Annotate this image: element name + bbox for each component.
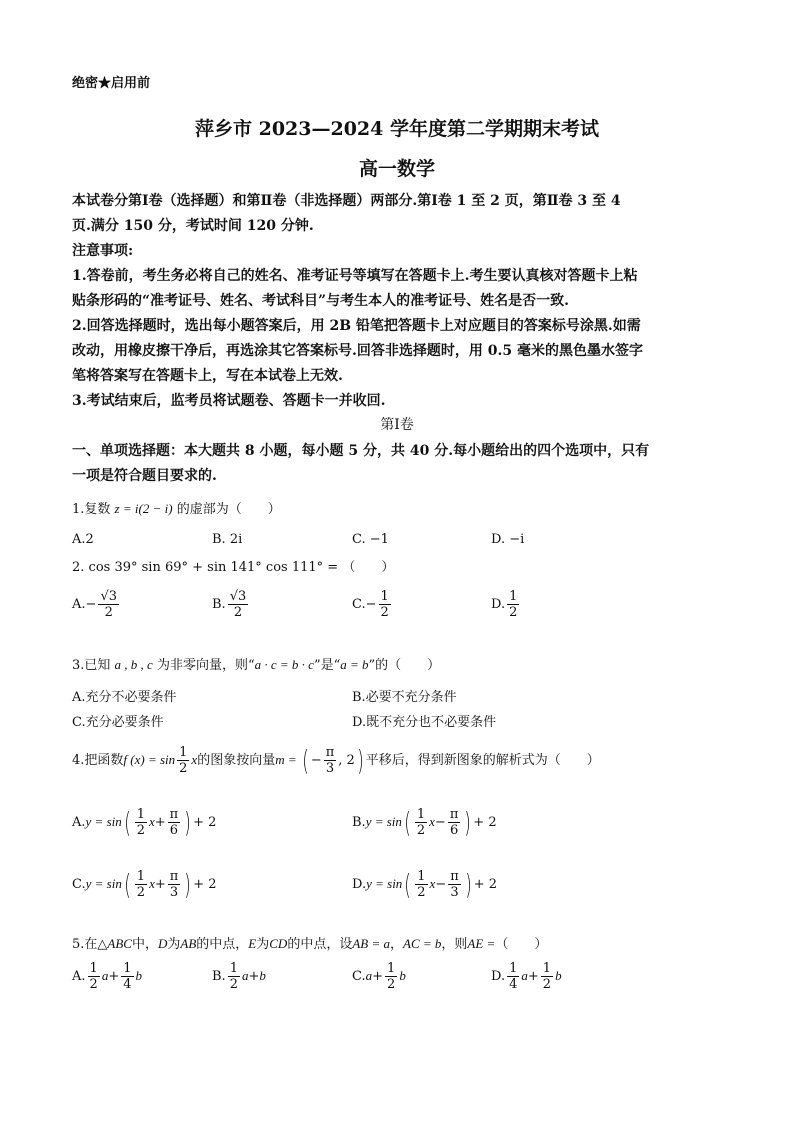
note-1b: 贴条形码的“准考证号、姓名、考试科目”与考生本人的准考证号、姓名是否一致. [72,293,569,309]
q4-vector: m = [275,752,300,767]
question-1 [72,498,281,517]
q3-text-c: ”是“ [313,658,341,673]
q5-t1: 中， [131,937,158,952]
note-2a: 2.回答选择题时，选出每小题答案后，用 2B 铅笔把答题卡上对应题目的答案标号涂黑.如需 [72,318,641,334]
q2-d-num: 1 [509,589,518,604]
q5-b-v1: a [241,968,249,983]
q3-text-d: ”的（ ） [368,658,441,673]
q2-b-label: B. [212,597,226,612]
q2-a-num: √3 [100,589,117,604]
q5-c-frac2 [385,962,397,991]
q5-d-n1: 1 [509,961,518,976]
q4-b-half-num: 1 [416,807,426,822]
q4-half-num: 1 [179,745,188,760]
q5-d-n2: 1 [542,961,552,976]
q4-a-pi [168,808,181,837]
q5-t7: （ ） [495,937,548,952]
q4-option-c [72,868,217,901]
q4-half-den: 2 [179,761,188,776]
q5-d-label: D. [491,969,506,984]
q5-t2: 为 [167,937,181,952]
q4-b-lparen: ( [404,806,411,839]
notes-heading: 注意事项: [72,243,134,259]
note-1a: 1.答卷前，考生务必将自己的姓名、准考证号等填写在答题卡上.考生要认真核对答题卡上粘 [72,268,638,284]
q4-vector-tail: , 2 [338,753,355,768]
q5-d-d1: 4 [509,977,518,992]
q4-b-half [415,808,427,837]
q3-option-b: B.必要不充分条件 [352,690,457,705]
section-heading-a: 一、单项选择题：本大题共 8 小题，每小题 5 分，共 40 分.每小题给出的四个选项中，只有 [72,443,650,459]
q4-a-half-num: 1 [136,807,145,822]
q5-t4: 为 [256,937,270,952]
part-one-title: 第Ⅰ卷 [380,417,414,433]
q5-b-frac1 [228,962,240,991]
q2-option-c [352,590,393,619]
q5-c-n2: 1 [387,961,396,976]
q5-a-v1: a [101,968,109,983]
q5-b-n1: 1 [229,961,238,976]
q4-d-half-den: 2 [417,885,426,900]
q4-pi-fraction [324,746,337,775]
q4-d-lparen: ( [404,868,412,901]
q3-option-c: C.充分必要条件 [72,715,164,730]
q5-c-label: C. [352,969,366,984]
q4-b-pi-num: π [449,807,459,822]
q5-vector-ae: AE = [467,936,496,951]
q4-d-tail: + 2 [473,877,497,892]
q3-condition-2: a = b [340,657,369,672]
q4-prefix: 4.把函数 [72,753,124,768]
q4-b-half-den: 2 [416,823,426,838]
q5-vector-ac: AC = b [403,936,442,951]
q2-c-fraction [379,590,391,619]
q5-a-n1: 1 [89,961,98,976]
q1-option-c: C. −1 [352,532,389,547]
q4-suffix: 平移后，得到新图象的解析式为（ ） [365,753,600,768]
q1-option-b: B. 2i [212,532,243,547]
q4-c-tail: + 2 [193,877,217,892]
q5-d-frac1 [507,962,519,991]
q5-option-b: B. $\frac{1}{2}$ a+b [212,961,266,992]
q4-a-half [135,808,147,837]
q2-c-num: 1 [380,589,389,604]
q5-option-c: C.a+ $\frac{1}{2}$ b [352,961,406,992]
q2-a-sign: − [85,597,97,612]
q1-expression: z = i(2 − i) [114,501,173,516]
q4-a-pi-num: π [169,807,179,822]
q5-segment-ab: AB [180,936,197,951]
q4-d-x: x [429,876,436,891]
q3-option-a: A.充分不必要条件 [72,690,177,705]
q1-option-d: D. −i [491,532,525,547]
q4-function: f (x) = sin [123,752,176,767]
q4-a-tail: + 2 [193,815,217,830]
q5-vector-ab: AB = a [352,936,390,951]
q4-half-fraction [177,746,189,775]
q4-c-half [135,870,147,899]
q4-a-label: A. [72,815,86,830]
q5-d-frac2 [541,962,553,991]
q4-c-pi-num: π [169,869,179,884]
q4-mid: 的图象按向量 [197,753,276,768]
q4-option-b [352,806,497,839]
question-5: 5.在△ABC中，D为AB的中点，E为CD的中点，设AB = a，AC = b，则AE =（ ） [72,936,548,952]
q4-d-rparen: ) [464,868,472,901]
q2-d-label: D. [491,597,506,612]
q2-b-fraction [228,590,249,619]
q4-c-label: C. [72,877,86,892]
q3-condition-1: a · c = b · c [254,657,314,672]
confidential-label: 绝密★启用前 [72,76,151,91]
q2-option-a [72,590,121,619]
q2-c-sign: − [365,597,377,612]
q4-b-pi [448,808,461,837]
question-3 [72,654,440,673]
q5-segment-cd: CD [269,936,288,951]
q5-option-d: D. $\frac{1}{4}$ a+ $\frac{1}{2}$ b [491,961,562,992]
q5-triangle: ABC [107,936,132,951]
q5-d-d2: 2 [542,977,552,992]
q5-t6: ，则 [441,937,468,952]
q2-b-den: 2 [233,605,243,620]
q2-a-label: A. [72,597,86,612]
q5-a-frac1 [88,962,100,991]
q1-option-a: A.2 [72,532,94,547]
q4-d-half-num: 1 [417,869,426,884]
q4-b-sign: − [434,815,446,830]
q4-a-rparen: ) [184,806,191,839]
q5-d-v1: a [521,968,528,983]
q4-b-rparen: ) [464,806,472,839]
q4-d-sign: − [435,877,447,892]
q4-option-d [352,868,497,901]
note-2c: 笔将答案写在答题卡上，写在本试卷上无效. [72,368,343,384]
note-2b: 改动，用橡皮擦干净后，再选涂其它答案标号.回答非选择题时，用 0.5 毫米的黑色墨水签字 [72,343,643,359]
q4-a-x: x [148,814,155,829]
q4-b-y: y = sin [365,814,402,829]
q5-a-label: A. [72,969,86,984]
q4-c-y: y = sin [85,876,122,891]
note-3: 3.考试结束后，监考员将试题卷、答题卡一并收回. [72,393,386,409]
q5-option-a: A. $\frac{1}{2}$ a+ $\frac{1}{4}$ b [72,961,142,992]
q5-c-d2: 2 [387,977,396,992]
q2-a-den: 2 [104,605,113,620]
q4-pi-den: 3 [325,761,335,776]
q4-a-half-den: 2 [136,823,145,838]
q5-prefix: 5.在△ [72,937,108,952]
q4-d-pi-num: π [450,869,459,884]
q4-pi-num: π [325,745,335,760]
q4-c-pi-den: 3 [169,885,179,900]
q3-text-a: 3.已知 [72,658,111,673]
q1-prefix: 1.复数 [72,502,111,517]
q5-a-d2: 4 [123,977,132,992]
q4-c-rparen: ) [184,868,192,901]
q4-x: x [191,752,198,767]
q4-b-x: x [429,814,435,829]
q4-a-lparen: ( [123,806,131,839]
question-4: 4.把函数f (x) = sin $\frac{1}{2}$ x的图象按向量m = ( − $\frac{\pi}{3}$ , 2) 平移后，得到新图象的解析式为（ ） [72,744,600,777]
q5-point-d: D [157,936,168,951]
q4-right-paren: ) [357,744,364,777]
q5-t5: 的中点，设 [287,937,353,952]
q1-suffix: 的虚部为（ ） [176,502,281,517]
q5-a-v2: b [135,968,142,983]
q2-a-fraction [98,590,119,619]
intro-line-1: 本试卷分第Ⅰ卷（选择题）和第Ⅱ卷（非选择题）两部分.第Ⅰ卷 1 至 2 页，第Ⅱ卷 3 至 4 [72,193,621,209]
q4-a-sign: + [154,815,166,830]
q3-vectors: a , b , c [114,657,153,672]
q4-d-pi [448,870,461,899]
q2-d-fraction [507,590,519,619]
section-heading-b: 一项是符合题目要求的. [72,468,217,484]
q4-a-y: y = sin [85,814,122,829]
q5-point-e: E [248,936,257,951]
q5-b-v2: b [259,968,266,983]
q4-option-a [72,806,216,839]
q2-c-den: 2 [380,605,389,620]
q3-text-b: 为非零向量，则“ [156,658,255,673]
q5-b-label: B. [212,969,226,984]
q5-a-frac2 [121,962,133,991]
q5-c-v1: a [365,968,373,983]
q2-b-num: √3 [229,589,247,604]
q4-c-half-num: 1 [136,869,146,884]
q4-c-lparen: ( [124,868,131,901]
q2-option-b [212,590,250,619]
q4-c-x: x [149,876,155,891]
q4-d-label: D. [352,877,367,892]
intro-line-2: 页.满分 150 分，考试时间 120 分钟. [72,218,314,234]
subject-title: 高一数学 [358,158,435,180]
q5-b-d1: 2 [229,977,238,992]
q5-a-n2: 1 [123,961,132,976]
q3-option-d: D.既不充分也不必要条件 [352,715,497,730]
q2-d-den: 2 [509,605,518,620]
q4-left-paren: ( [302,744,309,777]
question-2: 2. cos 39° sin 69° + sin 141° cos 111° = （ ） [72,560,395,575]
q5-a-d1: 2 [89,977,98,992]
q4-d-half [415,870,427,899]
q4-d-y: y = sin [366,876,403,891]
q4-b-pi-den: 6 [449,823,459,838]
exam-title: 萍乡市 2023—2024 学年度第二学期期末考试 [195,118,599,140]
q5-c-v2: b [399,968,406,983]
q4-c-pi [168,870,181,899]
q4-b-label: B. [352,815,366,830]
q2-c-label: C. [352,597,366,612]
q5-d-v2: b [555,968,562,983]
q4-b-tail: + 2 [473,815,497,830]
q4-c-sign: + [154,877,166,892]
q2-option-d [491,590,521,619]
q5-t3: 的中点， [196,937,249,952]
q4-d-pi-den: 3 [450,885,459,900]
q4-c-half-den: 2 [136,885,146,900]
q4-a-pi-den: 6 [169,823,179,838]
